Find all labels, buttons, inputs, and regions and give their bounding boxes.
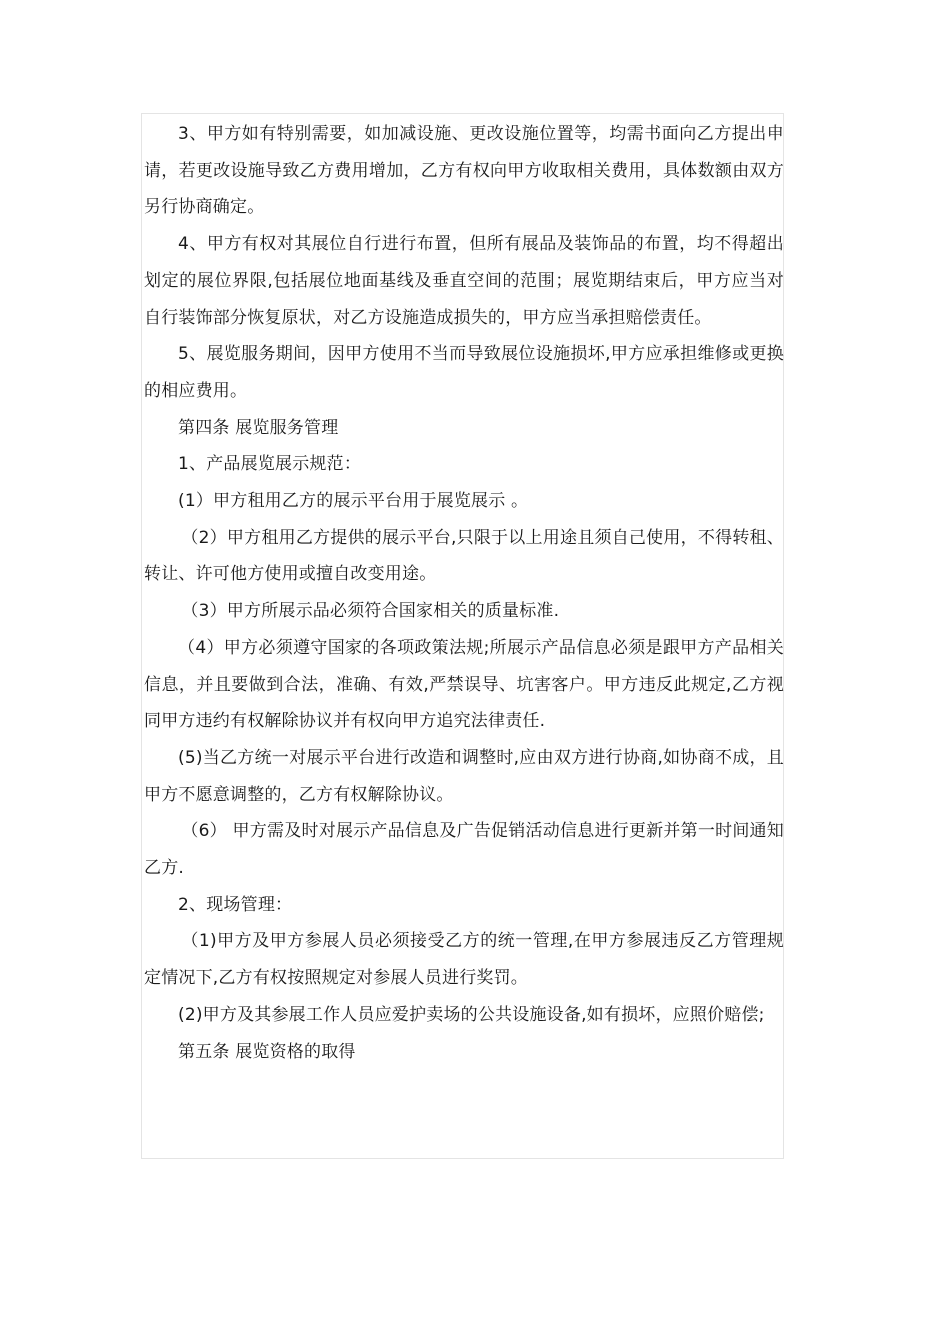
section-1-heading: 1、产品展览展示规范： (178, 454, 362, 475)
item-3-paragraph: （3）甲方所展示品必须符合国家相关的质量标准. (181, 601, 560, 622)
site-item-2-paragraph: (2)甲方及其参展工作人员应爱护卖场的公共设施设备,如有损坏，应照价赔偿; (178, 1004, 765, 1025)
site-item-1-paragraph: （1)甲方及甲方参展人员必须接受乙方的统一管理,在甲方参展违反乙方管理规定情况下,乙方有权按照规定对参展人员进行奖罚。 (144, 931, 784, 989)
document-body (144, 116, 784, 1070)
clause-3-paragraph: 3、甲方如有特别需要，如加减设施、更改设施位置等，均需书面向乙方提出申请，若更改设施导致乙方费用增加，乙方有权向甲方收取相关费用，具体数额由双方另行协商确定。 (144, 124, 784, 218)
item-2-paragraph: （2）甲方租用乙方提供的展示平台,只限于以上用途且须自己使用，不得转租、转让、许可他方使用或擅自改变用途。 (144, 527, 784, 585)
item-5-paragraph: (5)当乙方统一对展示平台进行改造和调整时,应由双方进行协商,如协商不成，且甲方不愿意调整的，乙方有权解除协议。 (144, 747, 784, 805)
item-1-paragraph: (1）甲方租用乙方的展示平台用于展览展示 。 (178, 491, 529, 512)
item-6-paragraph: （6） 甲方需及时对展示产品信息及广告促销活动信息进行更新并第一时间通知乙方. (144, 821, 784, 879)
item-4-paragraph: （4）甲方必须遵守国家的各项政策法规;所展示产品信息必须是跟甲方产品相关信息，并且要做到合法，准确、有效,严禁误导、坑害客户。甲方违反此规定,乙方视同甲方违约有权解除协议并有权向甲方追究法律责任. (144, 637, 784, 732)
section-2-heading: 2、现场管理： (178, 894, 293, 915)
clause-5-paragraph: 5、展览服务期间，因甲方使用不当而导致展位设施损坏,甲方应承担维修或更换的相应费用。 (144, 344, 784, 401)
article-5-heading: 第五条 展览资格的取得 (178, 1041, 356, 1062)
article-4-heading: 第四条 展览服务管理 (178, 417, 339, 438)
clause-4-paragraph: 4、甲方有权对其展位自行进行布置，但所有展品及装饰品的布置，均不得超出划定的展位界限,包括展位地面基线及垂直空间的范围；展览期结束后，甲方应当对自行装饰部分恢复原状，对乙方设施造成损失的，甲方应当承担赔偿责任。 (144, 234, 784, 328)
